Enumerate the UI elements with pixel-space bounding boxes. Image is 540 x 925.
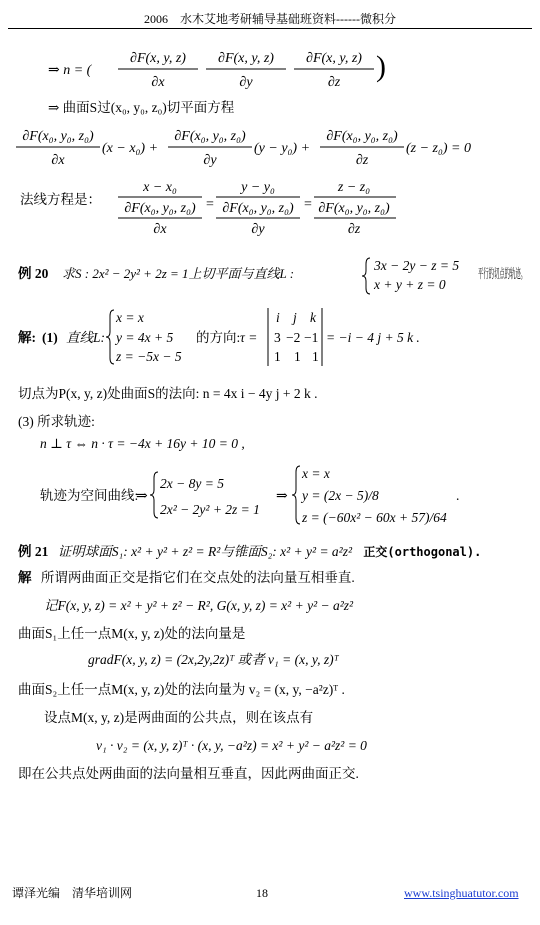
trajectory-system — [40, 462, 470, 532]
tangent-t2-factor: (y − y₀) + — [254, 141, 311, 156]
implies-arrow-2: ⇒ — [276, 489, 288, 504]
implies-arrow-1: ⇒ — [136, 489, 148, 504]
trajectory-label: 轨迹为空间曲线: — [40, 488, 139, 503]
conclusion-line: 即在公共点处两曲面的法向量相互垂直，因此两曲面正交. — [18, 766, 359, 781]
solution-20-sys3: z = −5x − 5 — [116, 349, 182, 364]
solution-21-text: 所谓两曲面正交是指它们在交点处的法向量互相垂直. — [40, 570, 355, 585]
trajectory-sysB3: z = (−60x² − 60x + 57)/64 — [302, 510, 447, 525]
normal-vector-lhs: ⇒ n = ( — [48, 63, 92, 78]
normal-vector-rhs: ) — [376, 50, 386, 83]
normal-line-eq1: = — [206, 197, 214, 212]
normal-line-f2-den-top: ∂F(x₀, y₀, z₀) — [222, 201, 294, 216]
tangent-t3-num: ∂F(x₀, y₀, z₀) — [326, 129, 398, 144]
normal-line-f3-num: z − z₀ — [337, 180, 371, 195]
example-21-tail: 正交(orthogonal). — [363, 545, 482, 559]
tangent-plane-heading: ⇒ 曲面S过(x₀, y₀, z₀)切平面方程 — [48, 100, 235, 115]
example-21-line — [18, 544, 481, 560]
solution-20-tau: τ = — [240, 330, 258, 345]
solution-21-label: 解 — [18, 570, 32, 585]
example-20-sys2: x + y + z = 0 — [374, 277, 446, 292]
det-r3-c1: 1 — [274, 349, 281, 364]
tangent-t1-den: ∂x — [51, 153, 65, 168]
example-21-label: 例 21 — [18, 544, 49, 559]
normal-line-equation — [18, 178, 398, 242]
tangent-t3-den: ∂z — [355, 153, 369, 168]
normal-vector-formula — [40, 42, 386, 98]
det-r3-c3: 1 — [312, 349, 319, 364]
det-r2-c1: 3 — [274, 330, 281, 345]
tangent-t2-den: ∂y — [203, 153, 217, 168]
det-r2-c3: −1 — [304, 330, 319, 345]
solution-20-sys2: y = 4x + 5 — [116, 330, 174, 345]
trajectory-end: . — [456, 488, 460, 503]
example-20-sys1: 3x − 2y − z = 5 — [374, 258, 460, 273]
trajectory-sysB1: x = x — [302, 466, 330, 481]
normal-vector-c1-num: ∂F(x, y, z) — [130, 51, 186, 66]
normal-vector-c3-den: ∂z — [327, 75, 341, 90]
solution-20-part1: (1) — [42, 330, 58, 345]
footer-website-link[interactable]: www.tsinghuatutor.com — [404, 886, 519, 900]
common-point-line: 设点M(x, y, z)是两曲面的公共点，则在该点有 — [44, 710, 314, 725]
normal-line-eq2: = — [304, 197, 312, 212]
tangent-point-line: 切点为P(x, y, z)处曲面S的法向: n = 4x i − 4y j + 2 k . — [18, 386, 318, 401]
trajectory-sysA1: 2x − 8y = 5 — [160, 476, 224, 491]
part-3-heading: (3) 所求轨迹: — [18, 414, 95, 429]
normal-line-f1-den-bot: ∂x — [153, 222, 167, 237]
example-20 — [18, 252, 528, 300]
normal-line-f2-den-bot: ∂y — [251, 222, 265, 237]
trajectory-sysB2: y = (2x − 5)/8 — [302, 488, 379, 503]
det-result: = −i − 4 j + 5 k . — [326, 330, 420, 345]
det-r1-c2: j — [293, 310, 297, 325]
dot-product-line: v₁ · v₂ = (x, y, z)ᵀ · (x, y, −a²z) = x² + y² − a²z² = 0 — [96, 738, 367, 753]
normal-vector-c2-den: ∂y — [239, 75, 253, 90]
example-20-text-b: 平行的切点的轨迹。 — [478, 266, 526, 281]
tangent-t2-num: ∂F(x₀, y₀, z₀) — [174, 129, 246, 144]
header-rule — [8, 28, 532, 29]
s1-normal-line: 曲面S₁上任一点M(x, y, z)处的法向量是 — [18, 626, 246, 641]
normal-line-f3-den-bot: ∂z — [347, 222, 361, 237]
solution-20 — [18, 306, 438, 372]
normal-line-label: 法线方程是： — [20, 192, 101, 207]
trajectory-sysA2: 2x² − 2y² + 2z = 1 — [160, 502, 260, 517]
tangent-t3-factor: (z − z₀) = 0 — [406, 141, 471, 156]
example-21-text: 证明球面S₁: x² + y² + z² = R²与锥面S₂: x² + y² = a²z² — [57, 544, 353, 559]
solution-20-label: 解: — [18, 330, 36, 345]
example-20-label: 例 20 — [18, 266, 49, 281]
example-20-text-a: 求S : 2x² − 2y² + 2z = 1上切平面与直线L : — [62, 266, 295, 281]
solution-20-sys1: x = x — [116, 310, 144, 325]
solution-20-line-text: 直线L: — [66, 330, 106, 345]
normal-line-f1-den-top: ∂F(x₀, y₀, z₀) — [124, 201, 196, 216]
normal-vector-c2-num: ∂F(x, y, z) — [218, 51, 274, 66]
det-r2-c2: −2 — [286, 330, 301, 345]
det-r1-c3: k — [310, 310, 316, 325]
solution-21-line — [18, 570, 355, 586]
normal-vector-c3-num: ∂F(x, y, z) — [306, 51, 362, 66]
definition-line: 记F(x, y, z) = x² + y² + z² − R², G(x, y, z) = x² + y² − a²z² — [44, 598, 354, 613]
det-r3-c2: 1 — [294, 349, 301, 364]
footer-page-number: 18 — [256, 886, 268, 900]
normal-line-f3-den-top: ∂F(x₀, y₀, z₀) — [318, 201, 390, 216]
det-r1-c1: i — [276, 310, 280, 325]
tangent-plane-equation — [12, 122, 532, 174]
s2-normal-line: 曲面S₂上任一点M(x, y, z)处的法向量为 v₂ = (x, y, −a²z)ᵀ . — [18, 682, 345, 697]
normal-line-f1-num: x − x₀ — [143, 180, 177, 195]
normal-vector-c1-den: ∂x — [151, 75, 165, 90]
normal-line-f2-num: y − y₀ — [241, 180, 275, 195]
gradient-line: gradF(x, y, z) = (2x,2y,2z)ᵀ 或者 v₁ = (x, y, z)ᵀ — [88, 652, 339, 667]
tangent-t1-factor: (x − x₀) + — [102, 141, 159, 156]
tangent-t1-num: ∂F(x₀, y₀, z₀) — [22, 129, 94, 144]
perpendicular-condition: n ⊥ τ ⇔ n · τ = −4x + 16y + 10 = 0 , — [40, 436, 245, 451]
solution-20-dir-text: 的方向: — [196, 330, 241, 345]
page-header: 2006 水木艾地考研辅导基础班资料------微积分 — [144, 12, 396, 26]
footer-author: 谭泽光编 清华培训网 — [12, 886, 133, 900]
